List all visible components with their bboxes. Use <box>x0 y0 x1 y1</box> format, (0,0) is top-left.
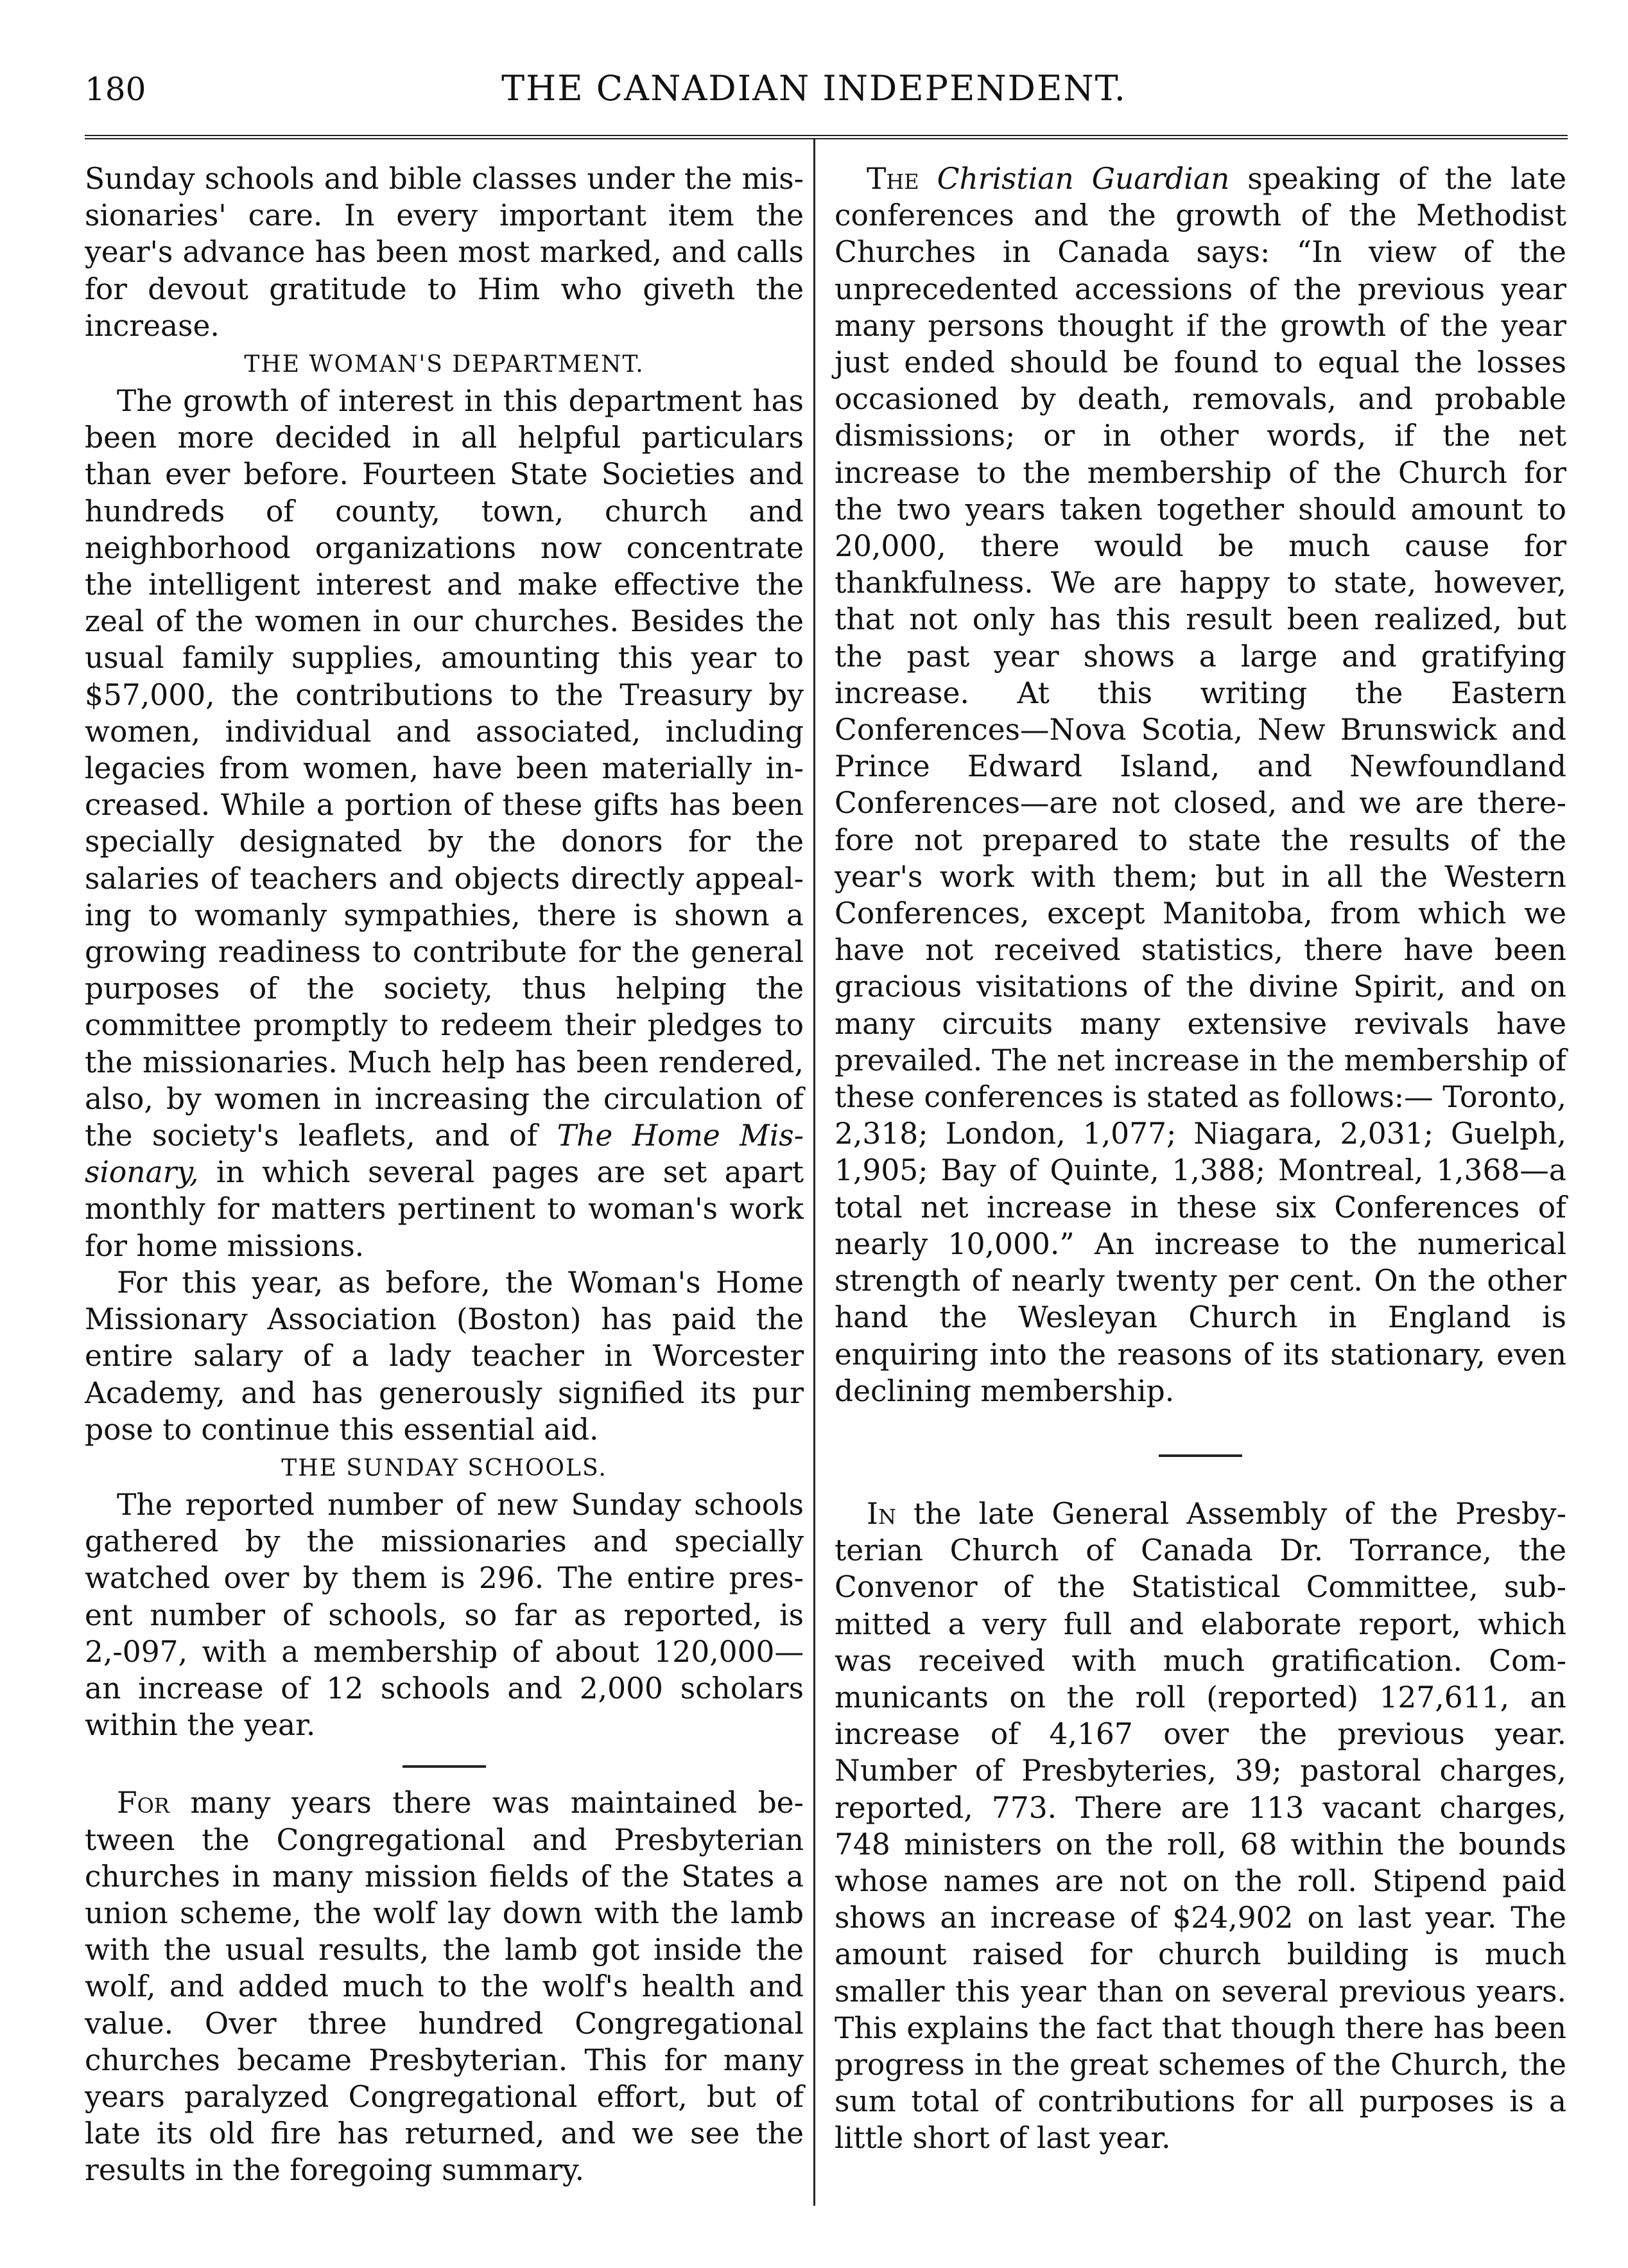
left-paragraph-2-text: The growth of interest in this department has been more decided in all helpful particulars than ever before. Fourteen State Societies and hundreds of county, town, church and neighborhood organizations now concentrate the intelligent interest and make effective the zeal of the women in our churches. Besides the usual family supplies, amounting this year to $57,000, the contributions to the Treasury by women, individual and associated, including legacies from women, have been materially increased. While a portion of these gifts has been specially designated by the donors for the salaries of teachers and objects directly appealing to womanly sympathies, there is shown a growing readiness to contribute for the general purposes of the society, thus helping the committee promptly to redeem their pledges to the missionaries. Much help has been rendered, also, by women in increasing the circulation of the society's leaflets, and of <box>85 384 804 1153</box>
section-heading-womans-department: THE WOMAN'S DEPARTMENT. <box>244 351 645 378</box>
short-rule-left <box>403 1765 486 1768</box>
left-paragraph-1: Sunday schools and bible classes under the missionaries' care. In every important item the year's advance has been most marked, and calls for devout gratitude to Him who giveth the increase. <box>85 162 804 343</box>
home-missionary-title: The Home Missionary, <box>85 1119 804 1190</box>
page-number: 180 <box>85 71 146 108</box>
left-paragraph-4: The reported number of new Sunday schools gathered by the missionaries and specially watched over by them is 296. The entire present number of schools, so far as reported, is 2,-097, with a membership of about 120,000—an increase of 12 schools and 2,000 scholars within the year. <box>85 1487 804 1743</box>
right-column <box>835 161 1566 2157</box>
christian-guardian-title: Christian Guardian <box>937 162 1230 196</box>
column-divider <box>813 138 815 2206</box>
running-head-title: THE CANADIAN INDEPENDENT. <box>501 68 1127 109</box>
right-paragraph-1 <box>835 161 1566 1409</box>
left-paragraph-2 <box>85 383 804 1264</box>
right-paragraph-1-text: speaking of the late conferences and the growth of the Methodist Churches in Canada says: “In view of the unprecedented accessions of the previous year many persons thought if the growth of the year just ended should be found to equal the losses occasioned by death, removals, and probable dismissions; or in other words, if the net increase to the membership of the Church for the two years taken together should amount to 20,000, there would be much cause for thankfulness. We are happy to state, however, that not only has this result been realized, but the past year shows a large and gratifying increase. At this writing the Eastern Conferences—Nova Scotia, New Brunswick and Prince Edward Island, and Newfoundland Conferences—are not closed, and we are therefore not prepared to state the results of the year's work with them; but in all the Western Conferences, except Manitoba, from which we have not received statistics, there have been gracious visitations of the divine Spirit, and on many circuits many extensive revivals have prevailed. The net increase in the membership of these conferences is stated as follows:— Toronto, 2,318; London, 1,077; Niagara, 2,031; Guelph, 1,905; Bay of Quinte, 1,388; Montreal, 1,368—a total net increase in these six Conferences of nearly 10,000.” An increase to the numerical strength of nearly twenty per cent. On the other hand the Wesleyan Church in England is enquiring into the reasons of its stationary, even declining membership. <box>835 162 1566 1408</box>
lead-word-the: The <box>867 162 919 196</box>
left-paragraph-3: For this year, as before, the Woman's Home Missionary Association (Boston) has paid the entire salary of a lady teacher in Worcester Academy, and has generously signified its pur pose to continue this essential aid. <box>85 1265 804 1447</box>
right-paragraph-2 <box>835 1496 1566 2157</box>
left-column <box>85 161 804 2189</box>
header-rule <box>85 135 1568 139</box>
left-paragraph-5-text: many years there was maintained between the Congregational and Presbyterian churches in many mission fields of the States a union scheme, the wolf lay down with the lamb with the usual results, the lamb got inside the wolf, and added much to the wolf's health and value. Over three hundred Congregational churches became Presbyterian. This for many years paralyzed Congregational effort, but of late its old fire has returned, and we see the results in the foregoing summary. <box>85 1786 804 2188</box>
left-paragraph-5 <box>85 1784 804 2188</box>
lead-word-in: In <box>867 1496 896 1531</box>
right-paragraph-2-text: the late General Assembly of the Presbyterian Church of Canada Dr. Torrance, the Convenor of the Statistical Committee, submitted a very full and elaborate report, which was received with much gratification. Communicants on the roll (reported) 127,611, an increase of 4,167 over the previous year. Number of Presbyteries, 39; pastoral charges, reported, 773. There are 113 vacant charges, 748 ministers on the roll, 68 within the bounds whose names are not on the roll. Stipend paid shows an increase of $24,902 on last year. The amount raised for church building is much smaller this year than on several previous years. This explains the fact that though there has been progress in the great schemes of the Church, the sum total of contributions for all purposes is a little short of last year. <box>835 1496 1566 2156</box>
left-paragraph-2-end: in which several pages are set apart monthly for matters pertinent to woman's work for home missions. <box>85 1155 804 1263</box>
short-rule-right <box>1159 1454 1242 1457</box>
lead-word-for: For <box>117 1786 169 1820</box>
section-heading-sunday-schools: THE SUNDAY SCHOOLS. <box>281 1454 607 1481</box>
